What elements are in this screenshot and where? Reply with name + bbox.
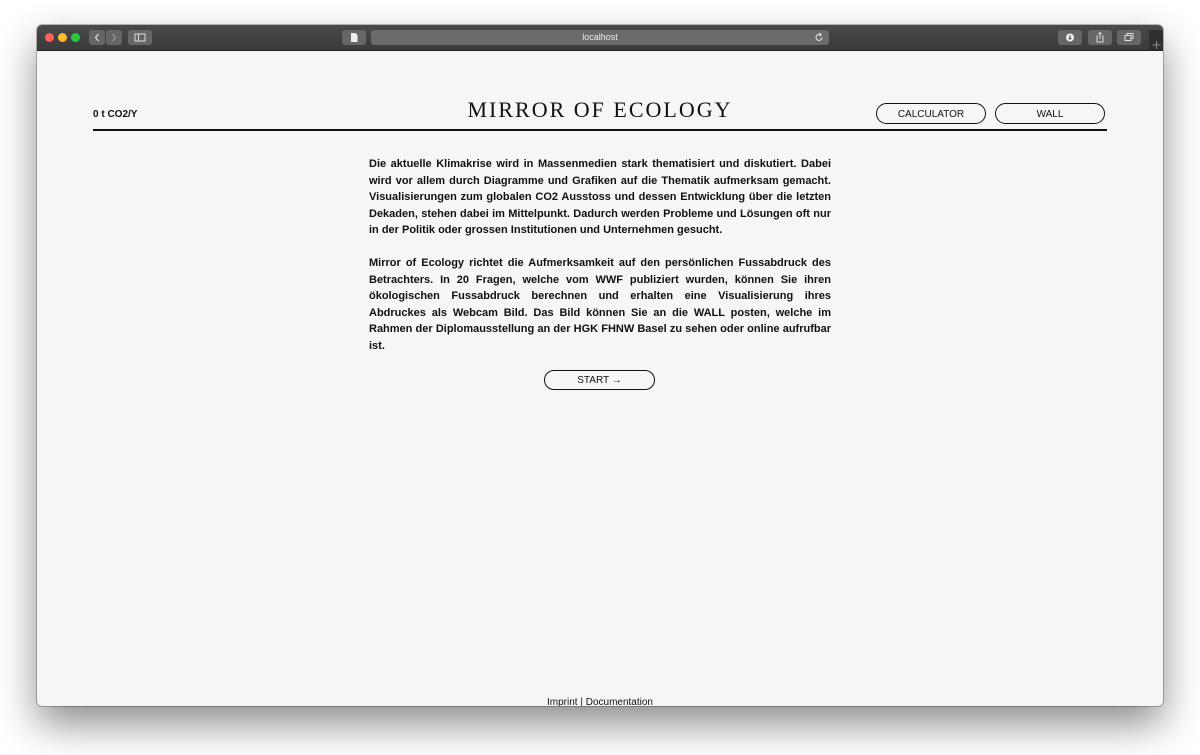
forward-button[interactable]: [106, 30, 122, 45]
download-icon: [1065, 30, 1075, 45]
minimize-window-button[interactable]: [58, 33, 67, 42]
calculator-button[interactable]: CALCULATOR: [876, 103, 986, 124]
documentation-link[interactable]: Documentation: [585, 697, 653, 706]
wall-button[interactable]: WALL: [995, 103, 1105, 124]
site-title: MIRROR OF ECOLOGY: [467, 97, 733, 122]
downloads-button[interactable]: [1058, 30, 1082, 45]
zoom-window-button[interactable]: [71, 33, 80, 42]
reload-icon[interactable]: [814, 32, 824, 43]
page-icon: [349, 30, 359, 45]
header-divider: [93, 129, 1107, 131]
new-tab-button[interactable]: [1149, 30, 1163, 50]
footer-separator: |: [580, 697, 583, 706]
footer-links: [547, 697, 653, 706]
share-button[interactable]: [1088, 30, 1112, 45]
address-bar[interactable]: [371, 30, 829, 45]
share-icon: [1095, 30, 1105, 45]
intro-paragraph: Mirror of Ecology richtet die Aufmerksamkeit auf den persönlichen Fussabdruck des Betrachters. In 20 Fragen, welche vom WWF publiziert wurden, können Sie ihren ökologischen Fussabdruck berechnen und erhalten eine Visualisierung ihres Abdruckes als Webcam Bild. Das Bild können Sie an die WALL posten, welche im Rahmen der Diplomausstellung an der HGK FHNW Basel zu sehen oder online aufrufbar ist.: [369, 257, 831, 352]
chevron-right-icon: [110, 30, 118, 45]
web-page: [37, 51, 1163, 706]
reader-button[interactable]: [342, 30, 366, 45]
browser-toolbar: [37, 25, 1163, 51]
footer: [37, 697, 1163, 706]
intro-text: [369, 156, 831, 371]
tabs-overview-button[interactable]: [1117, 30, 1141, 45]
start-button[interactable]: START →: [544, 370, 655, 390]
intro-paragraph: Die aktuelle Klimakrise wird in Massenmedien stark thematisiert und diskutiert. Dabei wird vor allem durch Diagramme und Grafiken auf die Thematik aufmerksam gemacht. Visualisierungen zum globalen CO2 Ausstoss und dessen Entwicklung über die letzten Dekaden, stehen dabei im Mittelpunkt. Dadurch werden Probleme und Lösungen oft nur in der Politik oder grossen Institutionen und Unternehmen gesucht.: [369, 158, 831, 236]
plus-icon: [1152, 30, 1161, 50]
tabs-icon: [1123, 30, 1135, 45]
chevron-left-icon: [93, 30, 101, 45]
back-button[interactable]: [89, 30, 105, 45]
sidebar-button[interactable]: [128, 30, 152, 45]
imprint-link[interactable]: Imprint: [547, 697, 578, 706]
url-text: localhost: [582, 32, 618, 42]
browser-window: [37, 25, 1163, 706]
co2-counter: 0 t CO2/Y: [93, 109, 138, 120]
sidebar-icon: [134, 30, 146, 45]
close-window-button[interactable]: [45, 33, 54, 42]
